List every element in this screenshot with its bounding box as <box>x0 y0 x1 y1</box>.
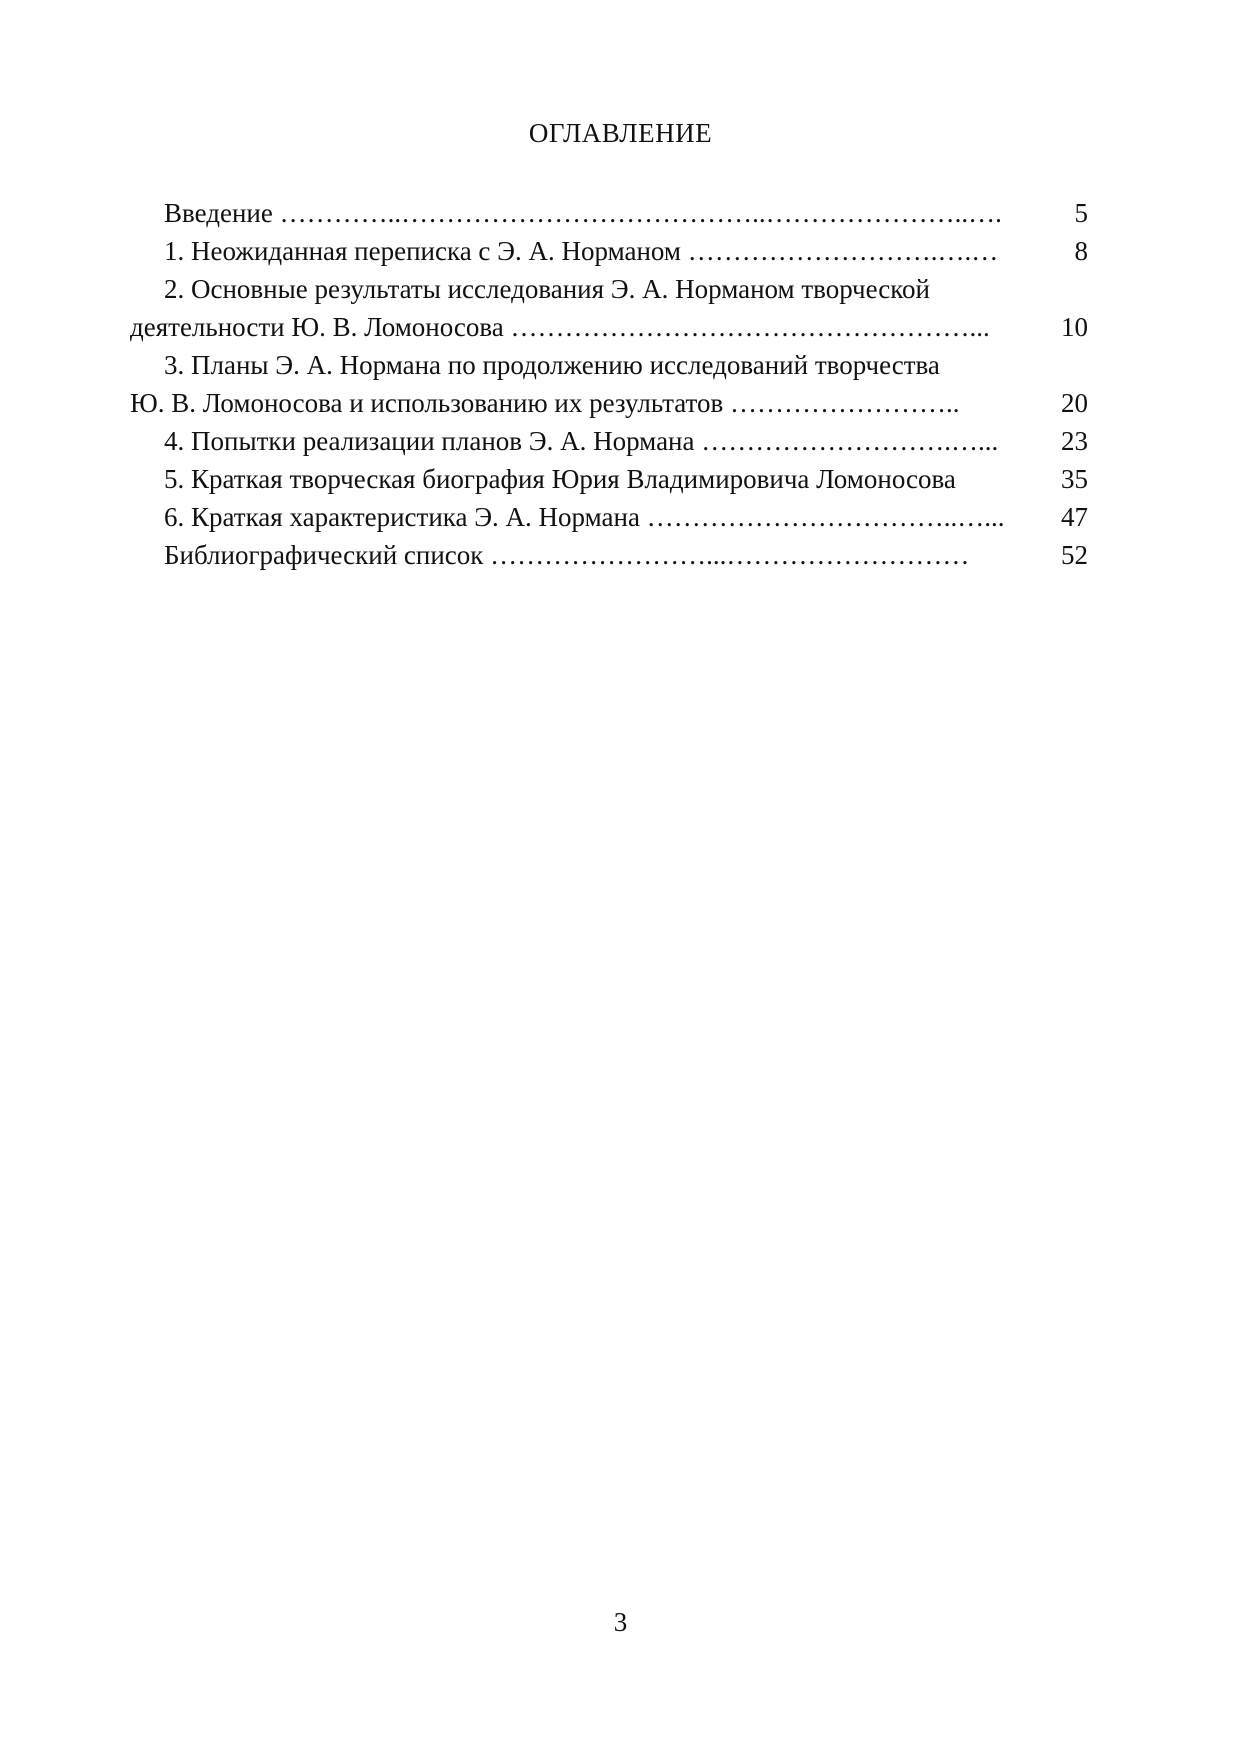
toc-entry-text: 4. Попытки реализации планов Э. А. Нормана ……………………….…... <box>164 426 999 456</box>
toc-entry-2-line-2 <box>130 311 1088 343</box>
toc-entry-4 <box>130 425 1088 457</box>
toc-entry-3-line-1 <box>130 349 1088 381</box>
toc-entry-page: 10 <box>1061 312 1088 342</box>
toc-entry-text: 3. Планы Э. А. Нормана по продолжению исследований творчества <box>164 350 940 380</box>
toc-entry-text: Библиографический список ……………………...……………………… <box>164 540 970 570</box>
toc-entry-text: Ю. В. Ломоносова и использованию их результатов …………………….. <box>130 388 960 418</box>
page-number: 3 <box>613 1607 628 1637</box>
page-title: ОГЛАВЛЕНИЕ <box>528 118 713 148</box>
toc-entry-page: 23 <box>1061 426 1088 456</box>
toc-entry-3-line-2 <box>130 387 1088 419</box>
toc-entry-text: деятельности Ю. В. Ломоносова ……………………………………………... <box>130 312 990 342</box>
toc-entry-6 <box>130 501 1088 533</box>
toc-entry-introduction <box>130 197 1088 229</box>
toc-entry-page: 35 <box>1061 464 1088 494</box>
toc-entry-text: 6. Краткая характеристика Э. А. Нормана ……………………………..…... <box>164 502 1005 532</box>
toc-entry-5 <box>130 463 1088 495</box>
toc-entry-page: 20 <box>1061 388 1088 418</box>
toc-entry-bibliography <box>130 539 1088 571</box>
toc-entry-page: 8 <box>1074 236 1088 266</box>
toc-entry-1 <box>130 235 1088 267</box>
toc-entry-text: 1. Неожиданная переписка с Э. А. Норманом ……………………….….… <box>164 236 999 266</box>
toc-entry-page: 5 <box>1074 198 1088 228</box>
toc-entry-text: 5. Краткая творческая биография Юрия Владимировича Ломоносова <box>164 464 956 494</box>
toc-entry-page: 47 <box>1061 502 1088 532</box>
toc-entry-text: 2. Основные результаты исследования Э. А. Норманом творческой <box>164 274 930 304</box>
toc-entry-text: Введение …………..…………………………………..…………………..…. <box>164 198 1002 228</box>
toc-entry-page: 52 <box>1061 540 1088 570</box>
toc-entry-2-line-1 <box>130 273 1088 305</box>
